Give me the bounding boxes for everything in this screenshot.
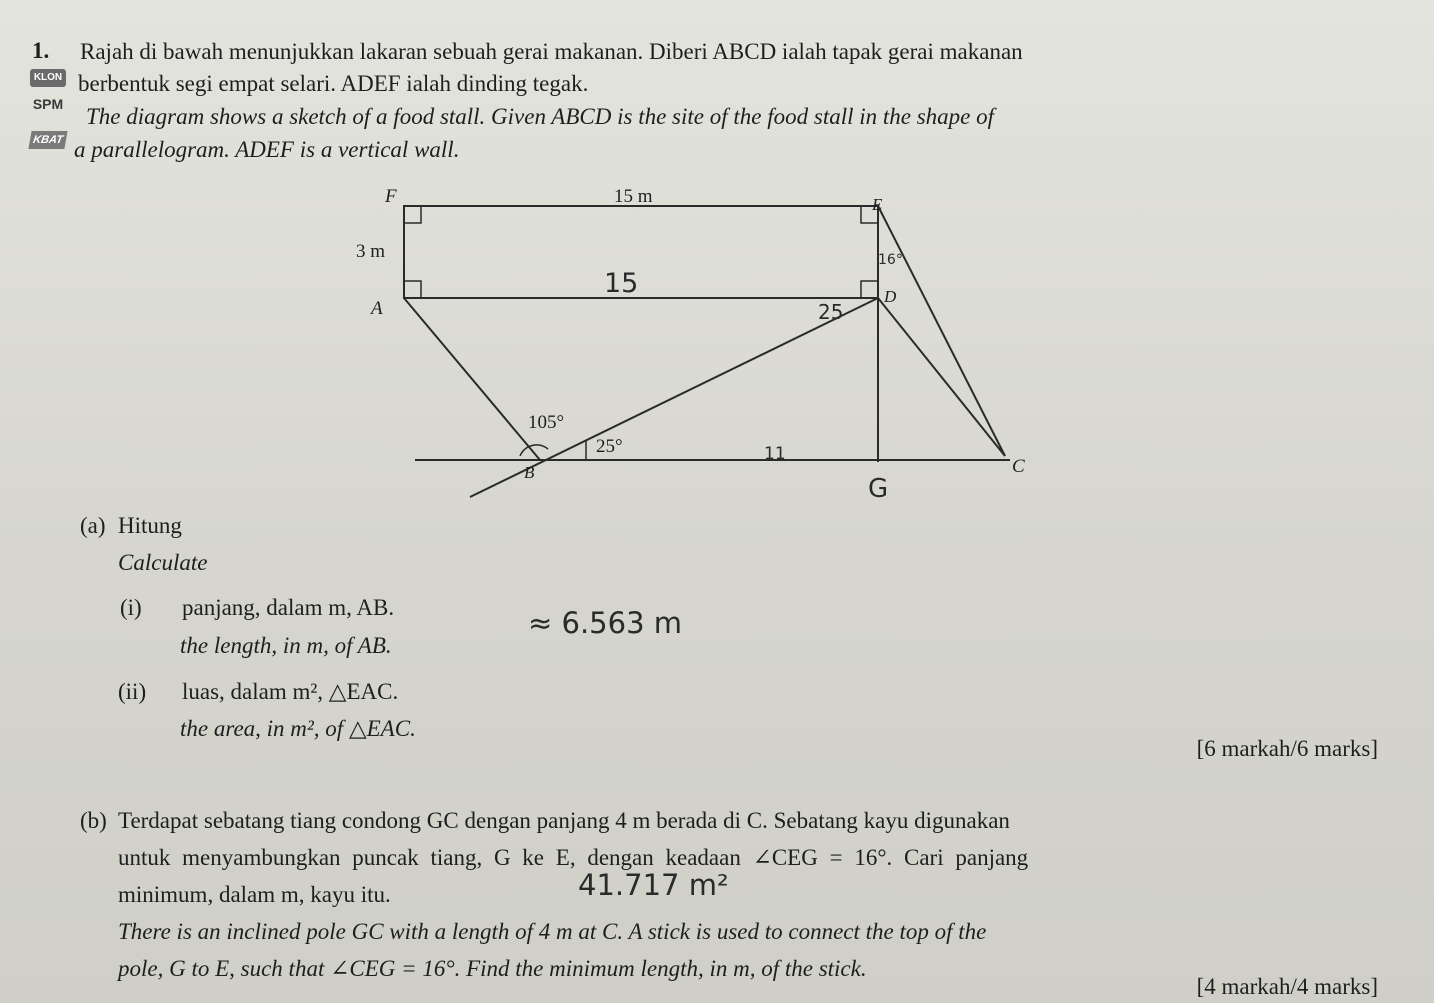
- handwritten-near-e: 16°: [878, 252, 903, 268]
- question-number: 1.: [32, 38, 50, 63]
- klon-badge: KLON: [30, 69, 66, 87]
- label-e: E: [872, 195, 883, 214]
- part-b-malay-line-3: minimum, dalam m, kayu itu.: [118, 882, 391, 907]
- part-a-ii-malay: luas, dalam m², △EAC.: [182, 679, 399, 704]
- label-angle-25: 25°: [596, 436, 623, 457]
- part-a-ii-label: (ii): [118, 679, 147, 704]
- handwritten-tick: 11: [764, 444, 786, 464]
- right-angle-marker-d: [861, 281, 878, 298]
- right-angle-marker-a: [404, 281, 421, 298]
- part-a-malay: Hitung: [118, 513, 182, 538]
- handwritten-ad-length: 15: [604, 268, 639, 299]
- part-a-i-handwritten-answer: ≈ 6.563 m: [528, 606, 683, 640]
- wall-adef: [404, 206, 878, 298]
- intro-english-line-1: The diagram shows a sketch of a food stall. Given ABCD is the site of the food stall in the shape of: [86, 104, 995, 129]
- part-a-ii-english: the area, in m², of △EAC.: [180, 716, 416, 741]
- label-b: B: [524, 463, 535, 482]
- side-ab: [404, 298, 540, 460]
- part-b-malay-line-2: untuk menyambungkan puncak tiang, G ke E, dengan keadaan ∠CEG = 16°. Cari panjang: [118, 845, 1029, 870]
- part-b-english-line-2: pole, G to E, such that ∠CEG = 16°. Find the minimum length, in m, of the stick.: [118, 956, 867, 981]
- label-f: F: [385, 186, 397, 207]
- spm-badge: SPM: [32, 96, 64, 112]
- label-c: C: [1012, 456, 1025, 477]
- label-top-length: 15 m: [614, 186, 653, 207]
- right-angle-marker-f: [404, 206, 421, 223]
- intro-malay-line-2: berbentuk segi empat selari. ADEF ialah dinding tegak.: [78, 71, 589, 96]
- label-a: A: [371, 298, 383, 319]
- part-b-marks: [4 markah/4 marks]: [1196, 974, 1378, 999]
- kbat-badge: KBAT: [28, 131, 67, 149]
- part-a-marks: [6 markah/6 marks]: [1196, 736, 1378, 761]
- part-b-malay-line-1: Terdapat sebatang tiang condong GC dengan panjang 4 m berada di C. Sebatang kayu digunakan: [118, 808, 1010, 833]
- label-height: 3 m: [356, 241, 386, 262]
- intro-english-line-2: a parallelogram. ADEF is a vertical wall.: [74, 137, 460, 162]
- part-b-label: (b): [80, 808, 107, 833]
- side-dc: [878, 298, 1005, 456]
- part-a-i-malay: panjang, dalam m, AB.: [182, 595, 395, 620]
- part-a-label: (a): [80, 513, 106, 538]
- handwritten-g-label: G: [868, 474, 889, 504]
- line-e-c: [878, 206, 1005, 456]
- intro-malay-line-1: Rajah di bawah menunjukkan lakaran sebuah gerai makanan. Diberi ABCD ialah tapak gerai makanan: [80, 39, 1023, 64]
- label-angle-105: 105°: [528, 412, 565, 433]
- part-b-handwritten-answer: 41.717 m²: [578, 868, 729, 902]
- label-d: D: [884, 287, 897, 306]
- part-a-english: Calculate: [118, 550, 208, 575]
- part-a-i-english: the length, in m, of AB.: [180, 633, 392, 658]
- part-b-english-line-1: There is an inclined pole GC with a length of 4 m at C. A stick is used to connect the top of the: [118, 919, 987, 944]
- handwritten-near-d: 25: [818, 300, 844, 324]
- part-a-i-label: (i): [120, 595, 142, 620]
